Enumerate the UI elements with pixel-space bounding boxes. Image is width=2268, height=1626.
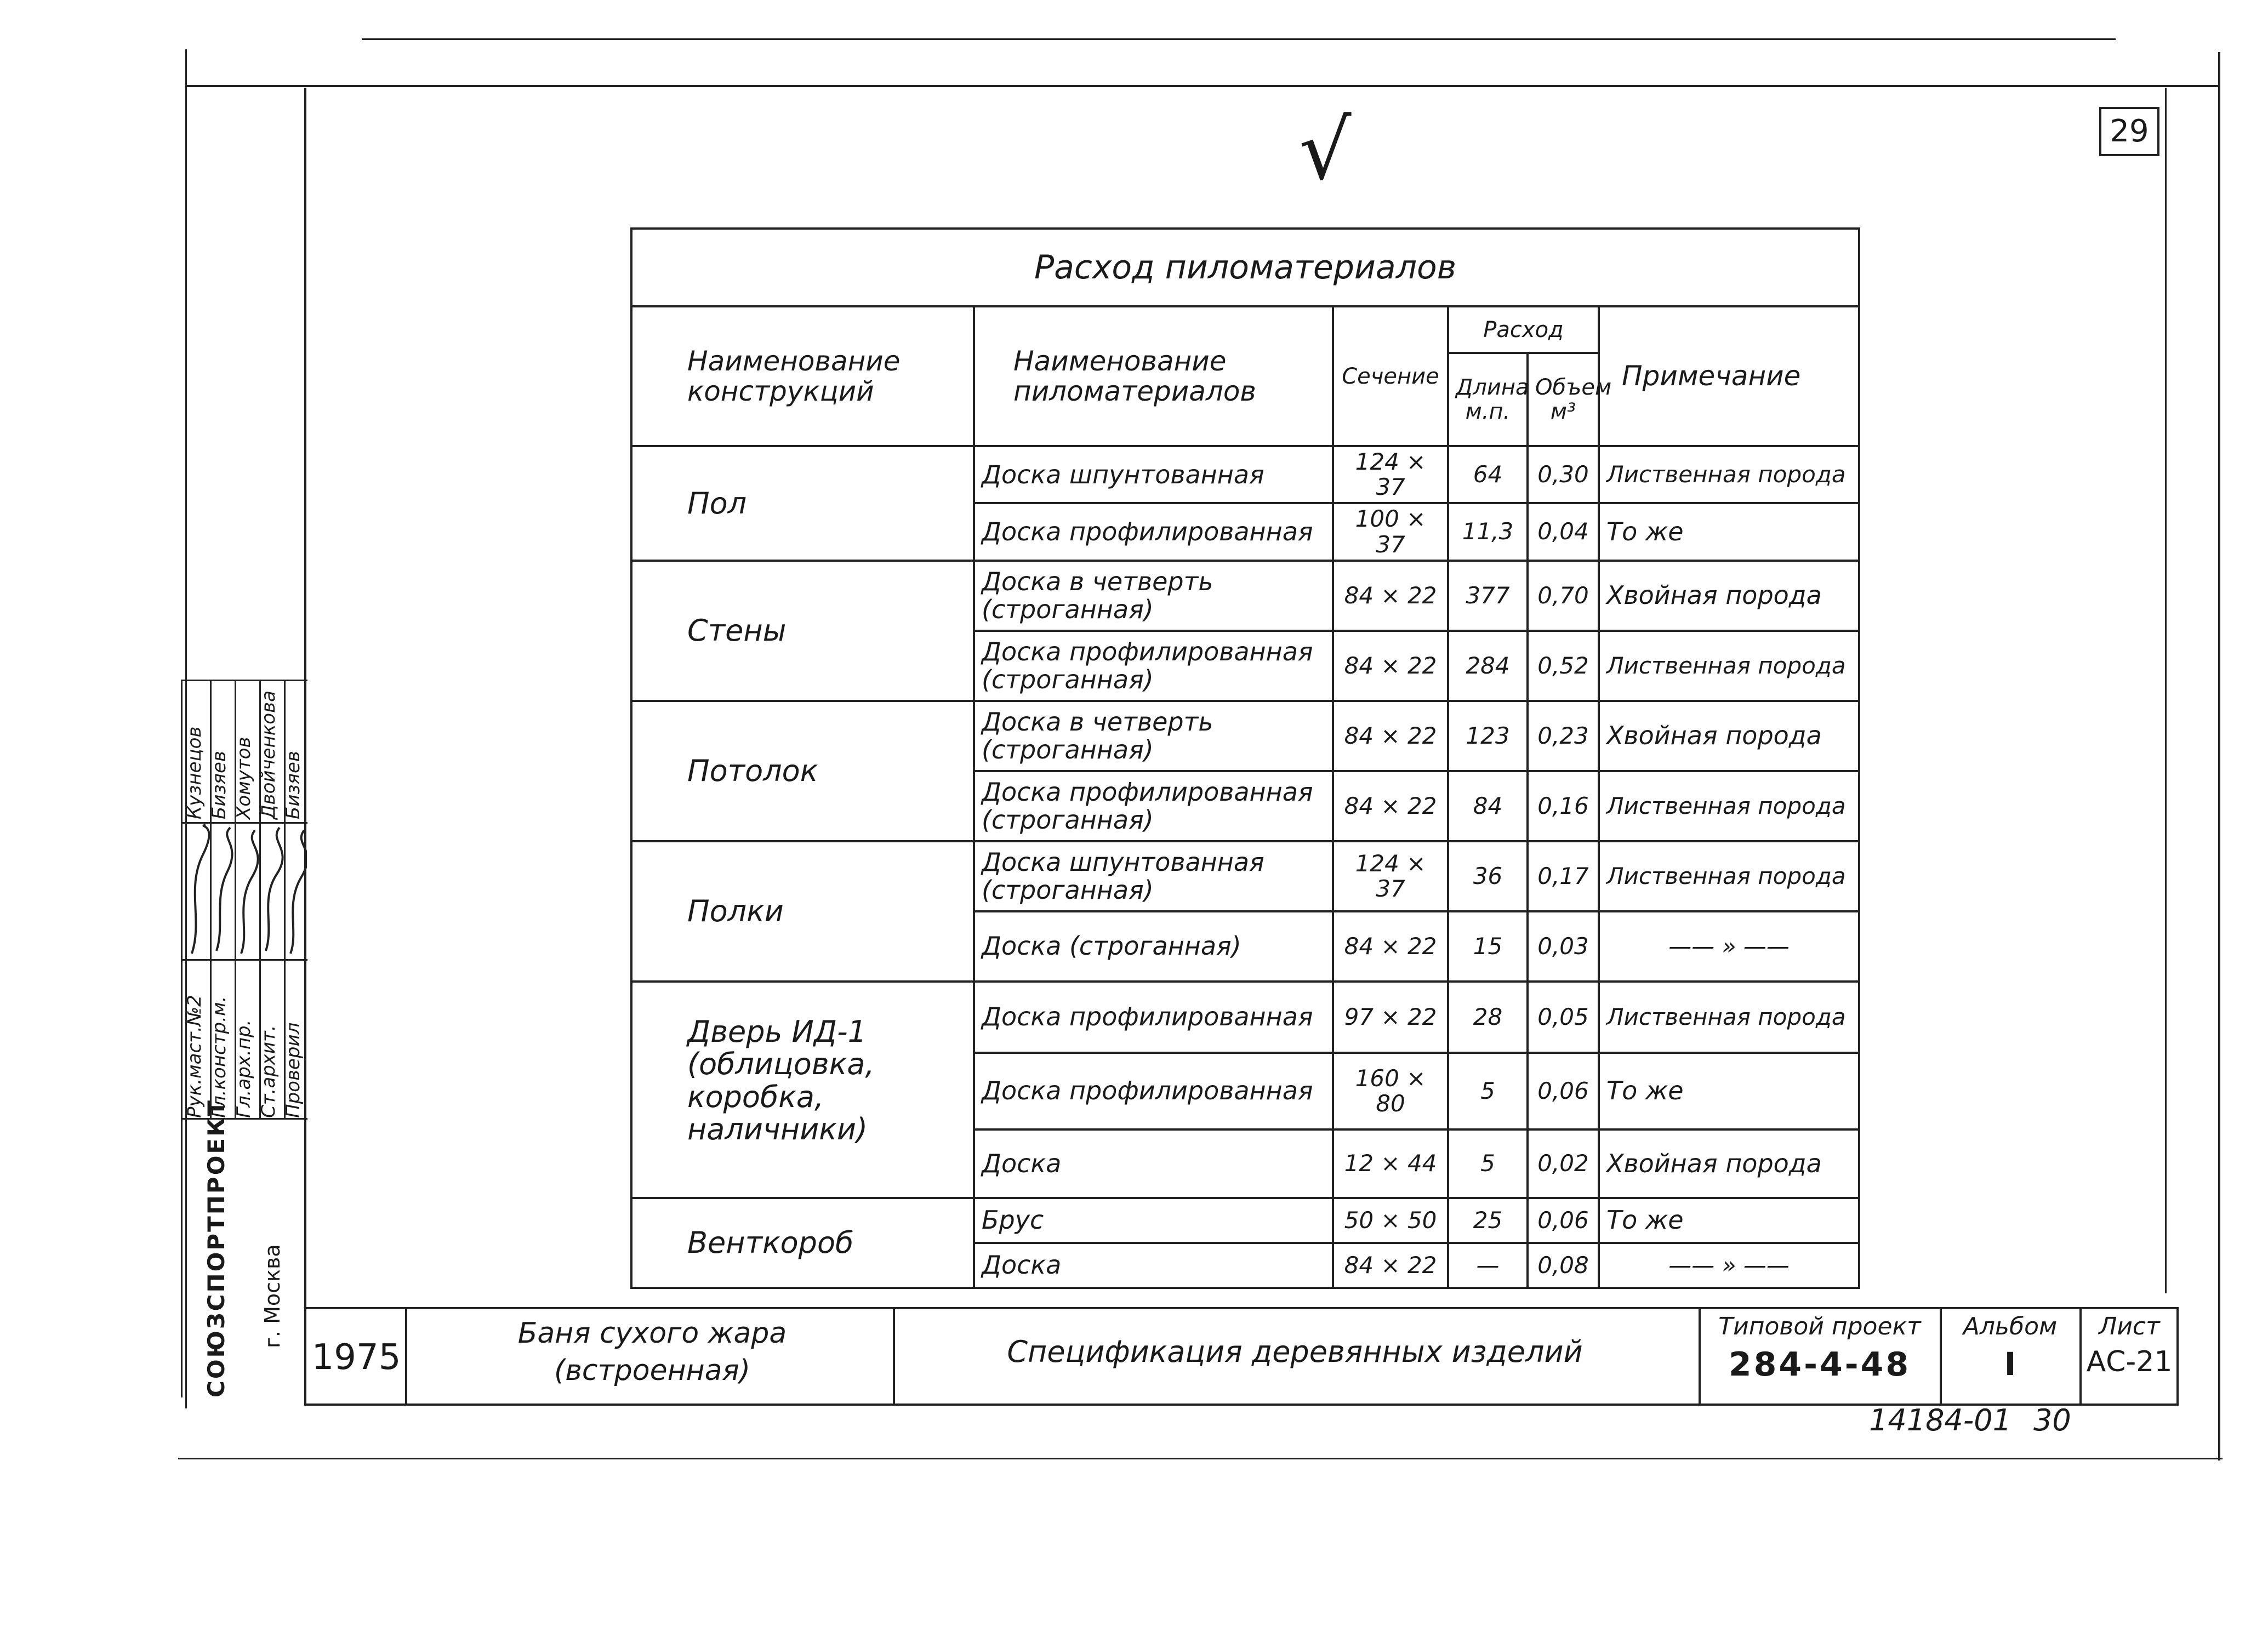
note-cell: Лиственная порода	[1599, 631, 1859, 701]
sheet-label: Лист	[2099, 1313, 2160, 1340]
volume-cell: 0,16	[1528, 771, 1599, 841]
header-volume: Объем м³	[1528, 353, 1599, 446]
material-cell: Доска шпунтованная (строганная)	[974, 841, 1333, 911]
length-cell: 36	[1448, 841, 1528, 911]
volume-cell: 0,06	[1528, 1053, 1599, 1129]
table-row	[631, 982, 1859, 1053]
table-row	[631, 701, 1859, 771]
material-cell: Доска профилированная	[974, 503, 1333, 560]
note-cell: Лиственная порода	[1599, 982, 1859, 1053]
length-cell: 84	[1448, 771, 1528, 841]
album-label: Альбом	[1963, 1313, 2058, 1340]
construction-cell: Дверь ИД-1 (облицовка, коробка, наличники)	[631, 982, 974, 1198]
name-1: Кузнецов	[184, 726, 206, 819]
length-cell: 25	[1448, 1198, 1528, 1243]
note-cell: Лиственная порода	[1599, 446, 1859, 503]
year: 1975	[311, 1337, 401, 1378]
length-cell: 11,3	[1448, 503, 1528, 560]
length-cell: 123	[1448, 701, 1528, 771]
volume-cell: 0,52	[1528, 631, 1599, 701]
construction-cell: Пол	[631, 446, 974, 561]
sheet-value: АС-21	[2086, 1345, 2173, 1378]
frame-bottom-line	[178, 1458, 2223, 1459]
table-row	[631, 446, 1859, 503]
name-3: Хомутов	[233, 737, 255, 819]
signatures-image	[181, 822, 307, 959]
header-length: Длина м.п.	[1448, 353, 1528, 446]
section-cell: 84 × 22	[1333, 631, 1448, 701]
length-cell: 284	[1448, 631, 1528, 701]
section-cell: 50 × 50	[1333, 1198, 1448, 1243]
note-cell: То же	[1599, 1198, 1859, 1243]
header-construction: Наименование конструкций	[631, 306, 974, 446]
volume-cell: 0,05	[1528, 982, 1599, 1053]
header-note: Примечание	[1599, 306, 1859, 446]
note-cell: Лиственная порода	[1599, 771, 1859, 841]
section-cell: 100 × 37	[1333, 503, 1448, 560]
length-cell: 64	[1448, 446, 1528, 503]
header-consumption: Расход	[1448, 306, 1599, 353]
table-row	[631, 841, 1859, 911]
volume-cell: 0,23	[1528, 701, 1599, 771]
object-title: Баня сухого жара (встроенная)	[517, 1317, 787, 1387]
note-cell: —— » ——	[1599, 911, 1859, 982]
construction-cell: Стены	[631, 561, 974, 701]
volume-cell: 0,70	[1528, 561, 1599, 631]
org-name: СОЮЗСПОРТПРОЕКТ	[203, 1098, 230, 1397]
section-cell: 84 × 22	[1333, 561, 1448, 631]
section-cell: 84 × 22	[1333, 771, 1448, 841]
section-cell: 84 × 22	[1333, 1243, 1448, 1288]
material-cell: Доска профилированная (строганная)	[974, 631, 1333, 701]
frame-top-line-upper	[362, 38, 2116, 40]
page-number: 29	[2099, 107, 2159, 156]
table-row	[631, 561, 1859, 631]
section-cell: 12 × 44	[1333, 1129, 1448, 1198]
length-cell: 28	[1448, 982, 1528, 1053]
length-cell: —	[1448, 1243, 1528, 1288]
material-cell: Доска профилированная	[974, 982, 1333, 1053]
material-cell: Доска в четверть (строганная)	[974, 561, 1333, 631]
material-cell: Брус	[974, 1198, 1333, 1243]
name-4: Двойченкова	[258, 691, 280, 819]
length-cell: 5	[1448, 1053, 1528, 1129]
section-cell: 124 × 37	[1333, 841, 1448, 911]
section-cell: 84 × 22	[1333, 911, 1448, 982]
frame-inner-right-line	[2165, 88, 2167, 1293]
org-city: г. Москва	[260, 1244, 284, 1348]
archive-number: 14184-01	[1869, 1403, 2011, 1437]
construction-cell: Потолок	[631, 701, 974, 841]
material-cell: Доска профилированная (строганная)	[974, 771, 1333, 841]
length-cell: 377	[1448, 561, 1528, 631]
role-3: Гл.арх.пр.	[233, 1019, 255, 1118]
note-cell: То же	[1599, 1053, 1859, 1129]
header-material: Наименование пиломатериалов	[974, 306, 1333, 446]
material-cell: Доска (строганная)	[974, 911, 1333, 982]
document-title: Спецификация деревянных изделий	[1007, 1334, 1583, 1369]
construction-cell: Венткороб	[631, 1198, 974, 1288]
note-cell: Лиственная порода	[1599, 841, 1859, 911]
lumber-consumption-table	[630, 227, 1860, 1289]
volume-cell: 0,30	[1528, 446, 1599, 503]
material-cell: Доска	[974, 1129, 1333, 1198]
construction-cell: Полки	[631, 841, 974, 982]
name-2: Бизяев	[208, 751, 230, 819]
check-mark: √	[1299, 103, 1352, 198]
section-cell: 84 × 22	[1333, 701, 1448, 771]
material-cell: Доска	[974, 1243, 1333, 1288]
material-cell: Доска шпунтованная	[974, 446, 1333, 503]
project-number: 284-4-48	[1728, 1345, 1911, 1384]
note-cell: Хвойная порода	[1599, 561, 1859, 631]
archive-page: 30	[2033, 1403, 2071, 1437]
role-1: Рук.маст.№2	[184, 995, 206, 1118]
note-cell: Хвойная порода	[1599, 1129, 1859, 1198]
note-cell: —— » ——	[1599, 1243, 1859, 1288]
volume-cell: 0,17	[1528, 841, 1599, 911]
section-cell: 124 × 37	[1333, 446, 1448, 503]
volume-cell: 0,04	[1528, 503, 1599, 560]
role-2: Гл.констр.м.	[208, 996, 230, 1118]
length-cell: 5	[1448, 1129, 1528, 1198]
volume-cell: 0,08	[1528, 1243, 1599, 1288]
album-value: I	[2004, 1345, 2016, 1383]
volume-cell: 0,02	[1528, 1129, 1599, 1198]
section-cell: 160 × 80	[1333, 1053, 1448, 1129]
project-label: Типовой проект	[1718, 1313, 1921, 1340]
header-section: Сечение	[1333, 306, 1448, 446]
frame-top-line	[186, 85, 2220, 87]
note-cell: Хвойная порода	[1599, 701, 1859, 771]
volume-cell: 0,06	[1528, 1198, 1599, 1243]
material-cell: Доска профилированная	[974, 1053, 1333, 1129]
role-5: Проверил	[282, 1022, 304, 1118]
section-cell: 97 × 22	[1333, 982, 1448, 1053]
frame-right-line	[2218, 52, 2220, 1460]
note-cell: То же	[1599, 503, 1859, 560]
volume-cell: 0,03	[1528, 911, 1599, 982]
table-row	[631, 1198, 1859, 1243]
material-cell: Доска в четверть (строганная)	[974, 701, 1333, 771]
role-4: Ст.архит.	[258, 1025, 280, 1118]
length-cell: 15	[1448, 911, 1528, 982]
table-title: Расход пиломатериалов	[631, 229, 1859, 306]
name-5: Бизяев	[282, 751, 304, 819]
